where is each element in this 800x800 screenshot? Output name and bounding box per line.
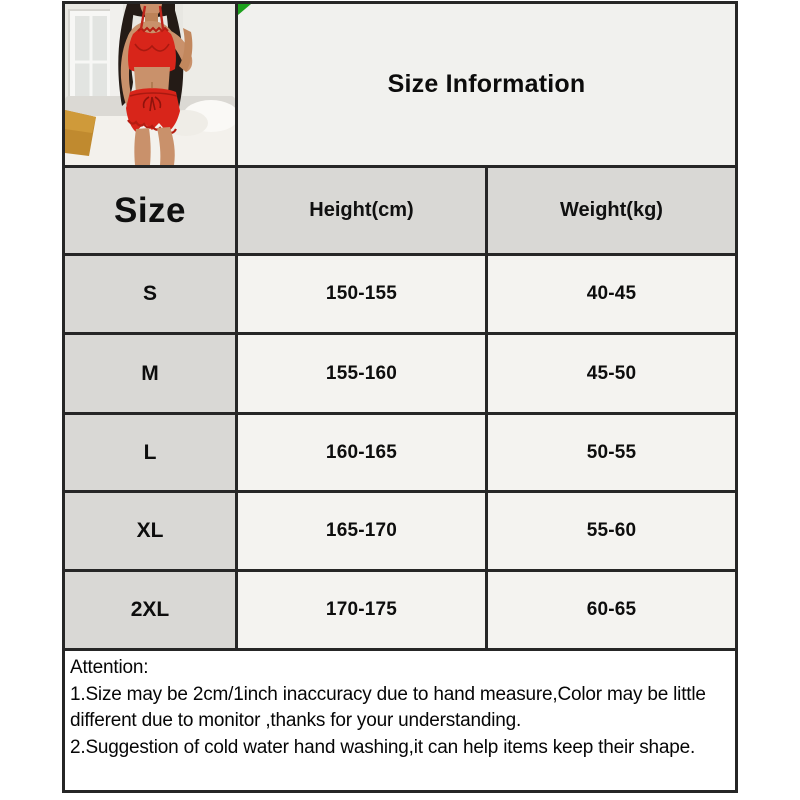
size-label: XL bbox=[65, 493, 235, 569]
attention-note bbox=[65, 651, 735, 790]
attention-heading: Attention: bbox=[70, 657, 149, 678]
product-photo-illustration bbox=[65, 4, 235, 165]
title-cell bbox=[238, 4, 735, 165]
page-title: Size Information bbox=[387, 70, 586, 98]
table-row-xl bbox=[65, 493, 735, 569]
height-value: 165-170 bbox=[238, 493, 485, 569]
table-row-l bbox=[65, 415, 735, 490]
column-header-weight: Weight(kg) bbox=[488, 168, 735, 253]
table-row-s bbox=[65, 256, 735, 332]
size-table bbox=[62, 1, 738, 793]
column-header-size: Size bbox=[65, 168, 235, 253]
height-value: 150-155 bbox=[238, 256, 485, 332]
size-label: 2XL bbox=[65, 572, 235, 648]
table-header-row bbox=[65, 168, 735, 253]
green-corner-marker-icon bbox=[238, 4, 252, 16]
height-value: 155-160 bbox=[238, 335, 485, 412]
weight-value: 60-65 bbox=[488, 572, 735, 648]
table-row-2xl bbox=[65, 572, 735, 648]
attention-line-1: 1.Size may be 2cm/1inch inaccuracy due to hand measure,Color may be little bbox=[70, 683, 706, 705]
product-photo bbox=[65, 4, 235, 165]
column-header-height: Height(cm) bbox=[238, 168, 485, 253]
weight-value: 55-60 bbox=[488, 493, 735, 569]
weight-value: 50-55 bbox=[488, 415, 735, 490]
attention-line-3: 2.Suggestion of cold water hand washing,it can help items keep their shape. bbox=[70, 736, 696, 758]
weight-value: 45-50 bbox=[488, 335, 735, 412]
height-value: 170-175 bbox=[238, 572, 485, 648]
height-value: 160-165 bbox=[238, 415, 485, 490]
size-label: L bbox=[65, 415, 235, 490]
attention-section bbox=[65, 651, 735, 790]
attention-line-2: different due to monitor ,thanks for your understanding. bbox=[70, 710, 522, 731]
top-section bbox=[65, 4, 735, 165]
size-label: S bbox=[65, 256, 235, 332]
weight-value: 40-45 bbox=[488, 256, 735, 332]
size-label: M bbox=[65, 335, 235, 412]
table-row-m bbox=[65, 335, 735, 412]
